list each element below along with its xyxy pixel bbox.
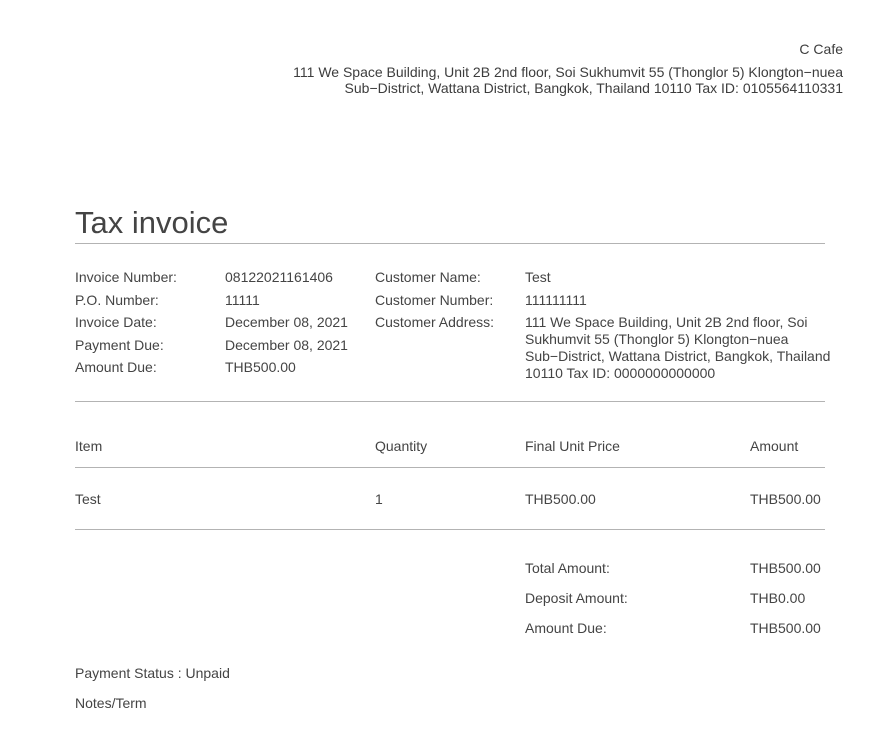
- payment-due-label: Payment Due:: [75, 336, 164, 353]
- customer-address-value: 111 We Space Building, Unit 2B 2nd floor, Soi Sukhumvit 55 (Thonglor 5) Klongton−nuea Sub−District, Wattana District, Bangkok, Thailand 10110 Tax ID: 0000000000000: [525, 314, 831, 381]
- customer-values: [525, 266, 835, 382]
- header-quantity: Quantity: [375, 438, 428, 454]
- row-amount: THB500.00: [750, 491, 821, 507]
- payment-due-value: December 08, 2021: [225, 336, 348, 353]
- amount-due-total-value: THB500.00: [750, 620, 821, 636]
- row-item: Test: [75, 491, 101, 507]
- page-title: Tax invoice: [75, 205, 229, 240]
- customer-labels: [375, 266, 494, 334]
- customer-number-label: Customer Number:: [375, 291, 494, 308]
- payment-status: Payment Status : Unpaid: [75, 665, 230, 681]
- company-name: C Cafe: [799, 41, 843, 57]
- company-address: 111 We Space Building, Unit 2B 2nd floor, Soi Sukhumvit 55 (Thonglor 5) Klongton−nuea Sub−District, Wattana District, Bangkok, Thailand 10110 Tax ID: 0105564110331: [293, 63, 843, 96]
- invoice-date-value: December 08, 2021: [225, 314, 348, 330]
- amount-due-value: THB500.00: [225, 359, 296, 375]
- header-item: Item: [75, 438, 103, 454]
- total-amount-value: THB500.00: [750, 560, 821, 576]
- customer-name-label: Customer Name:: [375, 269, 481, 285]
- invoice-meta-values: [225, 266, 348, 379]
- invoice-number-label: Invoice Number:: [75, 269, 177, 285]
- deposit-amount-value: THB0.00: [750, 590, 806, 606]
- po-number-label: P.O. Number:: [75, 291, 159, 308]
- meta-divider: [75, 401, 825, 402]
- invoice-meta-labels: [75, 266, 177, 379]
- header-unit-price: Final Unit Price: [525, 438, 620, 454]
- po-number-value: 11111: [225, 291, 260, 308]
- total-amount-label: Total Amount:: [525, 560, 610, 576]
- title-divider: [75, 243, 825, 244]
- customer-number-value: 111111111: [525, 291, 587, 308]
- amount-due-label: Amount Due:: [75, 359, 157, 375]
- header-divider: [75, 467, 825, 468]
- total-amount-row: [525, 560, 825, 590]
- customer-name-value: Test: [525, 269, 551, 285]
- company-header: [283, 41, 843, 97]
- amount-due-total-row: [525, 620, 825, 650]
- amount-due-total-label: Amount Due:: [525, 620, 607, 636]
- row-quantity: 1: [375, 491, 383, 507]
- row-unit-price: THB500.00: [525, 491, 596, 507]
- deposit-amount-label: Deposit Amount:: [525, 590, 628, 606]
- header-amount: Amount: [750, 438, 799, 454]
- customer-address-label: Customer Address:: [375, 314, 495, 330]
- table-bottom-divider: [75, 529, 825, 530]
- invoice-number-value: 08122021161406: [225, 269, 333, 285]
- notes-term: Notes/Term: [75, 695, 147, 711]
- deposit-amount-row: [525, 590, 825, 620]
- totals-block: [525, 560, 825, 650]
- invoice-date-label: Invoice Date:: [75, 314, 157, 330]
